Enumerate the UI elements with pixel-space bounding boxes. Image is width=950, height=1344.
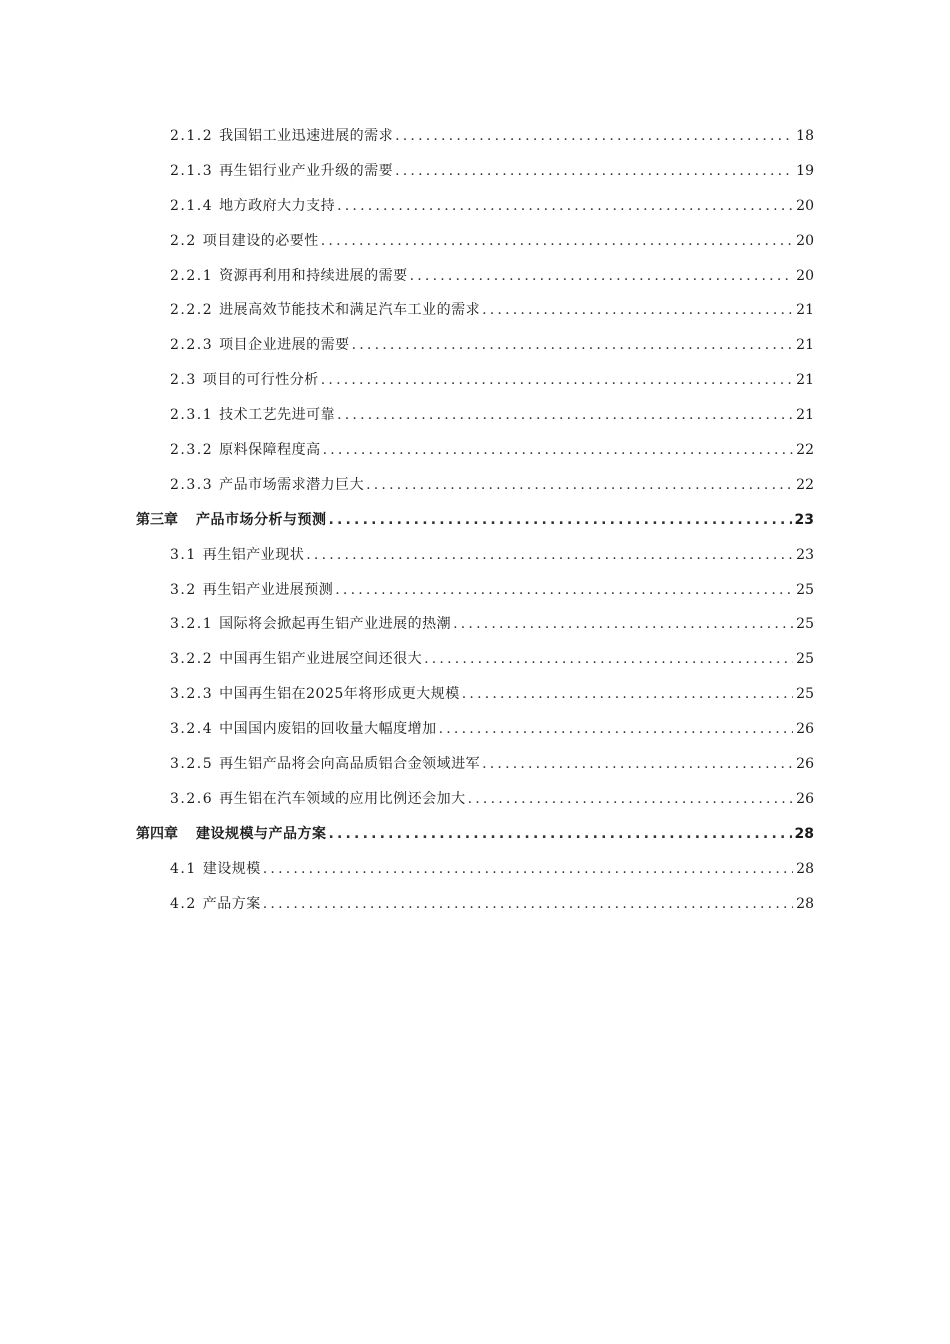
toc-dot-leader bbox=[462, 677, 793, 712]
toc-dot-leader bbox=[424, 642, 793, 677]
toc-section-entry[interactable] bbox=[136, 363, 814, 398]
toc-entry-page-number: 21 bbox=[796, 407, 814, 424]
toc-entry-title: 再生铝在汽车领域的应用比例还会加大 bbox=[219, 790, 466, 807]
toc-entry-number: 2.3.1 bbox=[170, 407, 214, 424]
toc-entry-number: 第四章 bbox=[136, 825, 178, 842]
toc-dot-leader bbox=[329, 503, 792, 538]
toc-section-entry[interactable] bbox=[136, 782, 814, 817]
toc-entry-title: 中国国内废铝的回收量大幅度增加 bbox=[219, 721, 437, 738]
toc-dot-leader bbox=[366, 468, 793, 503]
toc-section-entry[interactable] bbox=[136, 189, 814, 224]
toc-entry-page-number: 25 bbox=[796, 581, 814, 598]
toc-entry-number: 2.2.3 bbox=[170, 337, 214, 354]
toc-entry-number: 3.2.2 bbox=[170, 651, 214, 668]
toc-entry-page-number: 19 bbox=[796, 162, 814, 179]
toc-entry-title: 中国再生铝产业进展空间还很大 bbox=[219, 651, 423, 668]
toc-entry-number: 2.2 bbox=[170, 232, 197, 249]
toc-dot-leader bbox=[329, 817, 792, 852]
toc-entry-title: 产品市场分析与预测 bbox=[196, 511, 327, 528]
toc-section-entry[interactable] bbox=[136, 468, 814, 503]
toc-entry-number: 3.2.3 bbox=[170, 686, 214, 703]
toc-section-entry[interactable] bbox=[136, 154, 814, 189]
toc-section-entry[interactable] bbox=[136, 293, 814, 328]
toc-entry-title: 中国再生铝在2025年将形成更大规模 bbox=[219, 686, 460, 703]
toc-entry-title: 再生铝产业现状 bbox=[202, 546, 305, 563]
toc-entry-number: 第三章 bbox=[136, 511, 178, 528]
toc-entry-number: 3.1 bbox=[170, 546, 197, 563]
toc-entry-page-number: 28 bbox=[794, 825, 814, 842]
toc-entry-page-number: 26 bbox=[796, 790, 814, 807]
toc-entry-number: 3.2.6 bbox=[170, 790, 214, 807]
toc-entry-title: 再生铝产业进展预测 bbox=[202, 581, 334, 598]
toc-entry-number: 2.3.2 bbox=[170, 442, 214, 459]
toc-entry-title: 地方政府大力支持 bbox=[219, 197, 336, 214]
toc-section-entry[interactable] bbox=[136, 433, 814, 468]
toc-section-entry[interactable] bbox=[136, 677, 814, 712]
toc-entry-title: 进展高效节能技术和满足汽车工业的需求 bbox=[219, 302, 481, 319]
toc-dot-leader bbox=[395, 154, 793, 189]
toc-dot-leader bbox=[439, 712, 794, 747]
toc-dot-leader bbox=[321, 224, 793, 259]
toc-dot-leader bbox=[352, 328, 794, 363]
toc-entry-page-number: 20 bbox=[796, 197, 814, 214]
toc-entry-page-number: 25 bbox=[796, 686, 814, 703]
toc-dot-leader bbox=[482, 293, 793, 328]
toc-entry-page-number: 26 bbox=[796, 721, 814, 738]
toc-entry-page-number: 22 bbox=[796, 442, 814, 459]
toc-entry-title: 国际将会掀起再生铝产业进展的热潮 bbox=[219, 616, 452, 633]
toc-entry-number: 2.2.2 bbox=[170, 302, 214, 319]
toc-entry-title: 资源再利用和持续进展的需要 bbox=[219, 267, 408, 284]
toc-entry-number: 2.1.3 bbox=[170, 162, 214, 179]
toc-section-entry[interactable] bbox=[136, 538, 814, 573]
toc-entry-title: 建设规模 bbox=[202, 860, 261, 877]
toc-entry-title: 再生铝产品将会向高品质铝合金领域进军 bbox=[219, 756, 481, 773]
toc-dot-leader bbox=[395, 119, 793, 154]
toc-chapter-entry[interactable] bbox=[136, 817, 814, 852]
toc-section-entry[interactable] bbox=[136, 642, 814, 677]
toc-section-entry[interactable] bbox=[136, 119, 814, 154]
toc-entry-page-number: 23 bbox=[794, 511, 814, 528]
toc-chapter-entry[interactable] bbox=[136, 503, 814, 538]
toc-dot-leader bbox=[306, 538, 793, 573]
toc-entry-page-number: 18 bbox=[796, 128, 814, 144]
toc-section-entry[interactable] bbox=[136, 573, 814, 608]
toc-dot-leader bbox=[321, 363, 793, 398]
toc-entry-number: 4.1 bbox=[170, 860, 197, 877]
toc-entry-page-number: 25 bbox=[796, 616, 814, 633]
toc-entry-title: 产品方案 bbox=[202, 895, 261, 912]
toc-section-entry[interactable] bbox=[136, 852, 814, 887]
toc-section-entry[interactable] bbox=[136, 607, 814, 642]
toc-entry-number: 3.2 bbox=[170, 581, 197, 598]
toc-entry-page-number: 26 bbox=[796, 756, 814, 773]
toc-entry-title: 建设规模与产品方案 bbox=[196, 825, 327, 842]
toc-entry-page-number: 22 bbox=[796, 476, 814, 493]
toc-dot-leader bbox=[263, 887, 793, 922]
toc-section-entry[interactable] bbox=[136, 712, 814, 747]
toc-entry-title: 再生铝行业产业升级的需要 bbox=[219, 162, 394, 179]
toc-dot-leader bbox=[482, 747, 793, 782]
toc-entry-title: 技术工艺先进可靠 bbox=[219, 407, 336, 424]
toc-section-entry[interactable] bbox=[136, 328, 814, 363]
toc-entry-number: 3.2.1 bbox=[170, 616, 214, 633]
toc-entry-number: 2.3.3 bbox=[170, 476, 214, 493]
toc-dot-leader bbox=[468, 782, 794, 817]
toc-entry-number: 2.3 bbox=[170, 372, 197, 389]
toc-entry-title: 项目的可行性分析 bbox=[202, 372, 319, 389]
toc-section-entry[interactable] bbox=[136, 259, 814, 294]
toc-entry-number: 4.2 bbox=[170, 895, 197, 912]
toc-dot-leader bbox=[263, 852, 793, 887]
toc-entry-title: 我国铝工业迅速进展的需求 bbox=[219, 128, 394, 144]
toc-entry-number: 3.2.5 bbox=[170, 756, 214, 773]
table-of-contents bbox=[136, 119, 814, 921]
toc-dot-leader bbox=[410, 259, 794, 294]
toc-entry-page-number: 20 bbox=[796, 267, 814, 284]
toc-entry-page-number: 21 bbox=[796, 337, 814, 354]
toc-dot-leader bbox=[335, 573, 793, 608]
toc-dot-leader bbox=[337, 189, 793, 224]
toc-entry-title: 项目企业进展的需要 bbox=[219, 337, 350, 354]
toc-entry-title: 产品市场需求潜力巨大 bbox=[219, 476, 365, 493]
toc-dot-leader bbox=[323, 433, 794, 468]
toc-entry-page-number: 28 bbox=[796, 895, 814, 912]
toc-entry-number: 2.1.4 bbox=[170, 197, 214, 214]
toc-entry-title: 原料保障程度高 bbox=[219, 442, 321, 459]
toc-section-entry[interactable] bbox=[136, 887, 814, 922]
toc-entry-page-number: 23 bbox=[796, 546, 814, 563]
toc-section-entry[interactable] bbox=[136, 398, 814, 433]
toc-section-entry[interactable] bbox=[136, 224, 814, 259]
toc-entry-page-number: 25 bbox=[796, 651, 814, 668]
toc-entry-title: 项目建设的必要性 bbox=[202, 232, 319, 249]
toc-entry-page-number: 21 bbox=[796, 302, 814, 319]
toc-entry-page-number: 20 bbox=[796, 232, 814, 249]
toc-entry-number: 2.2.1 bbox=[170, 267, 214, 284]
toc-entry-number: 2.1.2 bbox=[170, 128, 214, 144]
toc-section-entry[interactable] bbox=[136, 747, 814, 782]
toc-dot-leader bbox=[453, 607, 793, 642]
toc-dot-leader bbox=[337, 398, 793, 433]
toc-entry-page-number: 21 bbox=[796, 372, 814, 389]
toc-entry-page-number: 28 bbox=[796, 860, 814, 877]
toc-entry-number: 3.2.4 bbox=[170, 721, 214, 738]
